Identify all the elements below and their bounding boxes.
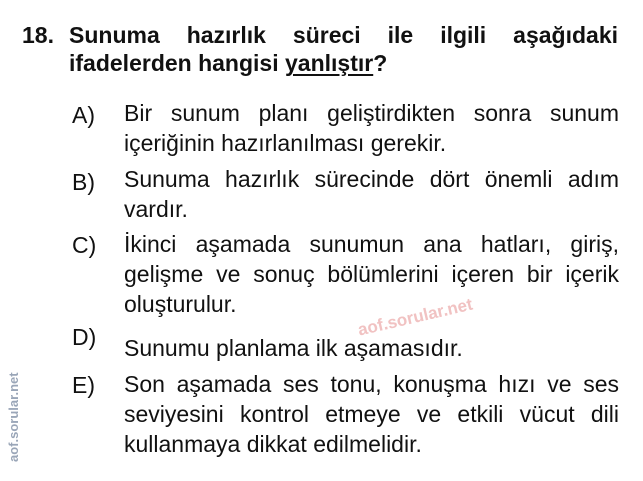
- option-e-text[interactable]: Son aşamada ses tonu, konuşma hızı ve ses seviyesini kontrol etmeye ve etkili vücut dili kullanmaya dikkat edilmelidir.: [124, 371, 619, 457]
- question-stem-end: ?: [373, 50, 388, 76]
- option-e-letter[interactable]: E): [72, 372, 95, 398]
- question-stem-text: Sunuma hazırlık süreci ile ilgili aşağıdaki ifadelerden hangisi: [69, 22, 618, 76]
- option-c-letter[interactable]: C): [72, 232, 97, 258]
- option-a-text[interactable]: Bir sunum planı geliştirdikten sonra sunum içeriğinin hazırlanılması gerekir.: [124, 100, 619, 156]
- watermark-center: aof.sorular.net: [356, 294, 475, 340]
- question-stem: [69, 21, 618, 77]
- option-b-letter[interactable]: B): [72, 169, 95, 195]
- option-a-letter[interactable]: A): [72, 102, 95, 128]
- option-d-letter[interactable]: D): [72, 324, 97, 350]
- option-c-text[interactable]: İkinci aşamada sunumun ana hatları, giriş, gelişme ve sonuç bölümlerini içeren bir içerik oluşturulur.: [124, 231, 619, 317]
- watermark-side: aof.sorular.net: [6, 372, 21, 462]
- question-number: 18.: [22, 22, 54, 48]
- option-b-text[interactable]: Sunuma hazırlık sürecinde dört önemli adım vardır.: [124, 166, 619, 222]
- option-d-text[interactable]: Sunumu planlama ilk aşamasıdır.: [124, 335, 463, 361]
- question-stem-underlined: yanlıştır: [285, 50, 374, 76]
